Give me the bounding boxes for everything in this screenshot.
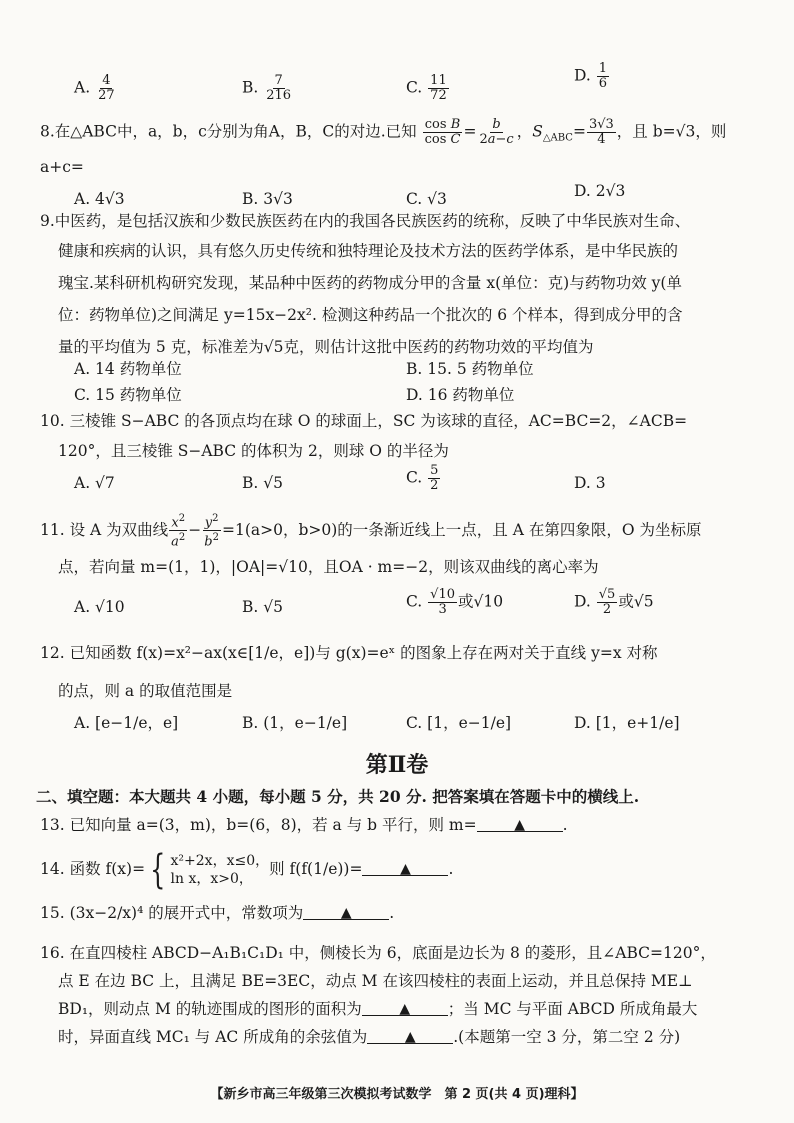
q9-option-c: C. 15 药物单位: [74, 386, 182, 404]
triangle-icon: ▲: [404, 1029, 416, 1045]
q11-option-a: A. √10: [74, 598, 125, 616]
q8-option-d: D. 2√3: [574, 182, 626, 200]
q10-line-1: 10. 三棱锥 S−ABC 的各顶点均在球 O 的球面上，SC 为该球的直径，AC=BC=2，∠ACB=: [40, 412, 688, 430]
q7-option-d: D. $\frac{1}{6}$: [574, 61, 608, 91]
part2-heading: 二、填空题：本大题共 4 小题，每小题 5 分，共 20 分. 把答案填在答题卡中的横线上.: [36, 787, 640, 806]
q8-cos-fraction: $\frac{\text{cos B}}{\text{cos C}}$: [424, 117, 461, 147]
q9-option-a: A. 14 药物单位: [74, 360, 182, 378]
q10-option-b: B. √5: [242, 474, 283, 492]
q7-option-c: C. $\frac{11}{72}$: [406, 73, 447, 103]
q7-option-a: A. $\frac{4}{27}$: [74, 73, 115, 103]
q8-stem: 8.在△ABC中，a，b，c分别为角A，B，C的对边.已知 $\frac{\text{cos B}}{\text{cos C}}$ = $\frac{b}{2a-c}$ ，$S_{\triangle ABC}=$ $\frac{3√3}{4}$ ，且 b=√3，则: [40, 117, 727, 147]
q14-answer-blank: [362, 857, 448, 876]
q11-option-b: B. √5: [242, 598, 283, 616]
q12-option-c: C. [1，e−1/e]: [406, 714, 512, 732]
q9-line-5: 量的平均值为 5 克，标准差为√5克，则估计这批中医药的药物功效的平均值为: [58, 338, 594, 356]
q11-option-c: C. $\frac{√10}{3}$ 或√10: [406, 587, 504, 617]
q9-line-4: 位：药物单位)之间满足 y=15x−2x². 检测这种药品一个批次的 6 个样本，得到成分甲的含: [58, 306, 683, 324]
q9-option-b: B. 15. 5 药物单位: [406, 360, 534, 378]
q10-option-a: A. √7: [74, 474, 115, 492]
q11-line-2: 点，若向量 m=(1，1)，|OA|=√10，且OA · m=−2，则该双曲线的离心率为: [58, 558, 599, 576]
q12-option-a: A. [e−1/e，e]: [74, 714, 179, 732]
triangle-icon: ▲: [514, 817, 525, 833]
q14: 14. 函数 f(x)= { x²+2x，x≤0， ln x，x>0， 则 f(f(1/e))= ▲ .: [40, 847, 454, 893]
q16-line-1: 16. 在直四棱柱 ABCD−A₁B₁C₁D₁ 中，侧棱长为 6，底面是边长为 8 的菱形，且∠ABC=120°，: [40, 944, 716, 962]
q10-option-d: D. 3: [574, 474, 606, 492]
section-title: 第Ⅱ卷: [365, 752, 429, 778]
q16-answer-blank-1: [362, 997, 448, 1016]
q11-option-d: D. $\frac{√5}{2}$ 或√5: [574, 587, 654, 617]
q16-line-3: BD₁，则动点 M 的轨迹围成的图形的面积为 ▲ ；当 MC 与平面 ABCD 所成角最大: [58, 998, 697, 1020]
q7-option-b: B. $\frac{7}{216}$: [242, 73, 292, 103]
q9-line-2: 健康和疾病的认识，具有悠久历史传统和独特理论及技术方法的医药学体系，是中华民族的: [58, 242, 679, 260]
q8-option-b: B. 3√3: [242, 190, 293, 208]
q12-option-d: D. [1，e+1/e]: [574, 714, 680, 732]
q9-line-1: 9.中医药，是包括汉族和少数民族医药在内的我国各民族医药的统称，反映了中华民族对生命、: [40, 212, 691, 230]
q16-line-4: 时，异面直线 MC₁ 与 AC 所成角的余弦值为 ▲ .(本题第一空 3 分，第二空 2 分): [58, 1026, 680, 1048]
q9-line-3: 瑰宝.某科研机构研究发现，某品种中医药的药物成分甲的含量 x(单位：克)与药物功效 y(单: [58, 274, 682, 292]
q8-option-a: A. 4√3: [74, 190, 125, 208]
triangle-icon: ▲: [400, 861, 411, 877]
q15: 15. (3x−2/x)⁴ 的展开式中，常数项为 ▲ .: [40, 902, 394, 924]
q13-answer-blank: [477, 813, 563, 832]
q10-option-c: C. $\frac{5}{2}$: [406, 463, 439, 493]
q8-line2: a+c=: [40, 158, 84, 176]
q8-option-c: C. √3: [406, 190, 447, 208]
q9-option-d: D. 16 药物单位: [406, 386, 515, 404]
page-footer: 【新乡市高三年级第三次模拟考试数学 第 2 页(共 4 页)理科】: [210, 1087, 584, 1102]
q15-answer-blank: [303, 901, 389, 920]
triangle-icon: ▲: [399, 1001, 411, 1017]
q10-line-2: 120°，且三棱锥 S−ABC 的体积为 2，则球 O 的半径为: [58, 442, 449, 460]
triangle-icon: ▲: [340, 905, 352, 921]
q16-line-2: 点 E 在边 BC 上，且满足 BE=3EC，动点 M 在该四棱柱的表面上运动，并且总保持 ME⊥: [58, 972, 693, 990]
q11-line-1: 11. 设 A 为双曲线 $\frac{x^2}{a^2}$ − $\frac{y^2}{b^2}$ =1(a>0，b>0)的一条渐近线上一点，且 A 在第四象限，O 为坐标原: [40, 513, 702, 550]
q12-line-2: 的点，则 a 的取值范围是: [58, 682, 233, 700]
q12-option-b: B. (1，e−1/e]: [242, 714, 348, 732]
q12-line-1: 12. 已知函数 f(x)=x²−ax(x∈[1/e，e])与 g(x)=eˣ 的图象上存在两对关于直线 y=x 对称: [40, 644, 658, 662]
q16-answer-blank-2: [367, 1025, 453, 1044]
q13: 13. 已知向量 a=(3，m)，b=(6，8)，若 a 与 b 平行，则 m= ▲ .: [40, 814, 568, 836]
